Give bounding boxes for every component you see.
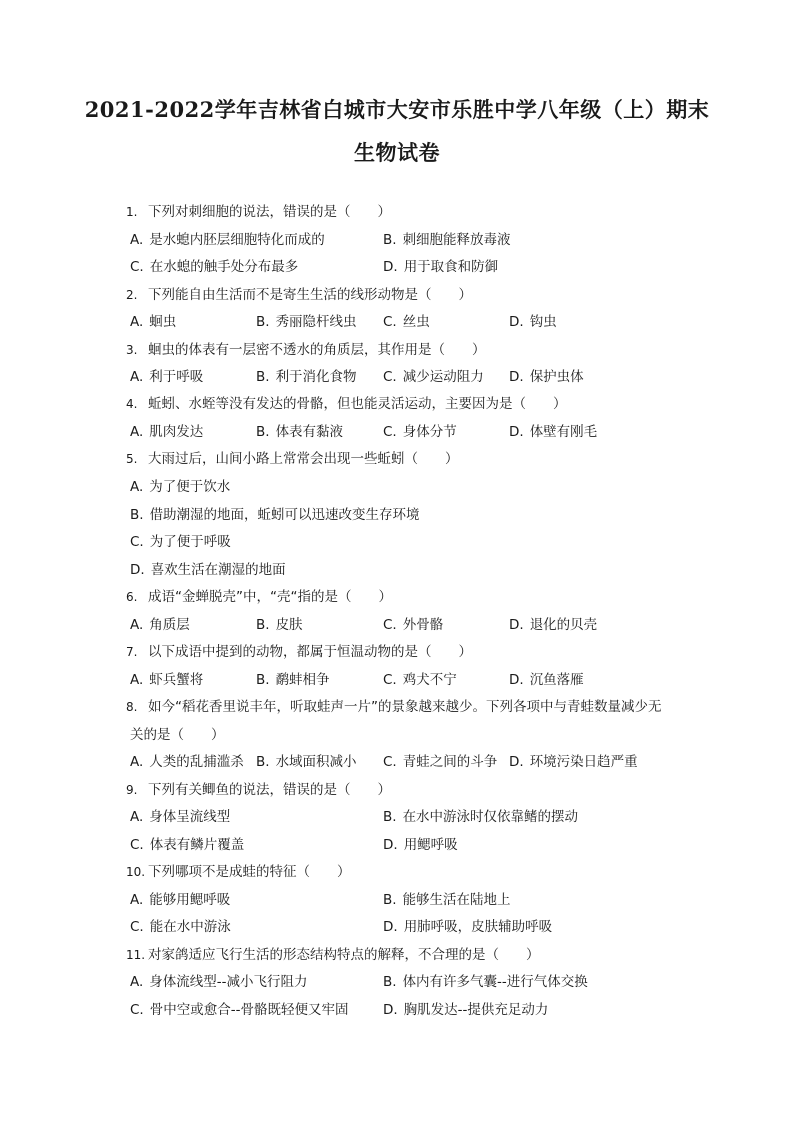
question-5-option-d[interactable]: D. 喜欢生活在潮湿的地面 bbox=[130, 562, 286, 578]
exam-title-line2: 生物试卷 bbox=[354, 140, 440, 165]
question-10-option-a[interactable]: A. 能够用鳃呼吸 bbox=[130, 892, 231, 908]
question-number: 7. bbox=[126, 645, 138, 659]
question-11-stem bbox=[126, 944, 540, 966]
question-3-stem bbox=[126, 339, 486, 361]
question-text: 蛔虫的体表有一层密不透水的角质层，其作用是（ ） bbox=[148, 342, 486, 358]
question-7-stem bbox=[126, 641, 472, 663]
question-2-option-b[interactable]: B. 秀丽隐杆线虫 bbox=[256, 314, 357, 330]
question-8-stem-continued: 关的是（ ） bbox=[130, 727, 225, 743]
question-6-stem bbox=[126, 586, 392, 608]
question-text: 下列哪项不是成蛙的特征（ ） bbox=[148, 864, 351, 880]
question-4-option-a[interactable]: A. 肌肉发达 bbox=[130, 424, 204, 440]
question-11-option-b[interactable]: B. 体内有许多气囊--进行气体交换 bbox=[383, 974, 588, 990]
question-number: 5. bbox=[126, 452, 138, 466]
question-number: 2. bbox=[126, 288, 138, 302]
question-5-option-a[interactable]: A. 为了便于饮水 bbox=[130, 479, 231, 495]
question-number: 4. bbox=[126, 397, 138, 411]
question-7-option-d[interactable]: D. 沉鱼落雁 bbox=[509, 672, 584, 688]
question-9-option-d[interactable]: D. 用鳃呼吸 bbox=[383, 837, 458, 853]
question-7-option-c[interactable]: C. 鸡犬不宁 bbox=[383, 672, 457, 688]
question-7-option-a[interactable]: A. 虾兵蟹将 bbox=[130, 672, 204, 688]
question-8-option-a[interactable]: A. 人类的乱捕滥杀 bbox=[130, 754, 244, 770]
question-9-option-c[interactable]: C. 体表有鳞片覆盖 bbox=[130, 837, 245, 853]
question-4-option-c[interactable]: C. 身体分节 bbox=[383, 424, 457, 440]
question-text: 蚯蚓、水蛭等没有发达的骨骼，但也能灵活运动，主要因为是（ ） bbox=[148, 396, 567, 412]
question-7-option-b[interactable]: B. 鹬蚌相争 bbox=[256, 672, 330, 688]
question-5-option-c[interactable]: C. 为了便于呼吸 bbox=[130, 534, 231, 550]
question-text: 下列能自由生活而不是寄生生活的线形动物是（ ） bbox=[148, 287, 472, 303]
question-9-stem bbox=[126, 779, 391, 801]
question-10-option-c[interactable]: C. 能在水中游泳 bbox=[130, 919, 231, 935]
question-10-option-d[interactable]: D. 用肺呼吸，皮肤辅助呼吸 bbox=[383, 919, 553, 935]
question-1-option-c[interactable]: C. 在水螅的触手处分布最多 bbox=[130, 259, 299, 275]
question-3-option-a[interactable]: A. 利于呼吸 bbox=[130, 369, 204, 385]
question-11-option-a[interactable]: A. 身体流线型--减小飞行阻力 bbox=[130, 974, 308, 990]
question-5-option-b[interactable]: B. 借助潮湿的地面，蚯蚓可以迅速改变生存环境 bbox=[130, 507, 420, 523]
question-text: 下列有关鲫鱼的说法，错误的是（ ） bbox=[148, 782, 391, 798]
question-8-option-d[interactable]: D. 环境污染日趋严重 bbox=[509, 754, 638, 770]
question-2-stem bbox=[126, 284, 472, 306]
question-2-option-c[interactable]: C. 丝虫 bbox=[383, 314, 430, 330]
question-2-option-a[interactable]: A. 蛔虫 bbox=[130, 314, 177, 330]
question-9-option-b[interactable]: B. 在水中游泳时仅依靠鳍的摆动 bbox=[383, 809, 579, 825]
question-text: 大雨过后，山间小路上常常会出现一些蚯蚓（ ） bbox=[148, 451, 459, 467]
question-text: 成语“金蝉脱壳”中，“壳“指的是（ ） bbox=[148, 589, 392, 605]
question-4-option-b[interactable]: B. 体表有黏液 bbox=[256, 424, 344, 440]
question-text: 下列对刺细胞的说法，错误的是（ ） bbox=[148, 204, 391, 220]
question-3-option-b[interactable]: B. 利于消化食物 bbox=[256, 369, 357, 385]
question-number: 9. bbox=[126, 783, 138, 797]
question-2-option-d[interactable]: D. 钩虫 bbox=[509, 314, 557, 330]
question-1-option-a[interactable]: A. 是水螅内胚层细胞特化而成的 bbox=[130, 232, 325, 248]
question-11-option-c[interactable]: C. 骨中空或愈合--骨骼既轻便又牢固 bbox=[130, 1002, 349, 1018]
question-text: 对家鸽适应飞行生活的形态结构特点的解释，不合理的是（ ） bbox=[148, 947, 540, 963]
question-1-option-d[interactable]: D. 用于取食和防御 bbox=[383, 259, 499, 275]
question-8-option-c[interactable]: C. 青蛙之间的斗争 bbox=[383, 754, 498, 770]
question-number: 3. bbox=[126, 343, 138, 357]
question-6-option-a[interactable]: A. 角质层 bbox=[130, 617, 190, 633]
question-11-option-d[interactable]: D. 胸肌发达--提供充足动力 bbox=[383, 1002, 549, 1018]
question-3-option-c[interactable]: C. 减少运动阻力 bbox=[383, 369, 484, 385]
question-5-stem bbox=[126, 448, 459, 470]
question-1-stem bbox=[126, 201, 391, 223]
question-3-option-d[interactable]: D. 保护虫体 bbox=[509, 369, 584, 385]
question-6-option-c[interactable]: C. 外骨骼 bbox=[383, 617, 444, 633]
question-6-option-b[interactable]: B. 皮肤 bbox=[256, 617, 303, 633]
question-10-stem bbox=[126, 861, 351, 883]
question-number: 1. bbox=[126, 205, 138, 219]
question-8-option-b[interactable]: B. 水域面积减小 bbox=[256, 754, 357, 770]
question-8-stem bbox=[126, 696, 662, 718]
question-4-stem bbox=[126, 393, 567, 415]
question-9-option-a[interactable]: A. 身体呈流线型 bbox=[130, 809, 231, 825]
question-10-option-b[interactable]: B. 能够生活在陆地上 bbox=[383, 892, 511, 908]
question-number: 10. bbox=[126, 865, 146, 879]
question-number: 8. bbox=[126, 700, 138, 714]
exam-title-line1: 2021-2022学年吉林省白城市大安市乐胜中学八年级（上）期末 bbox=[84, 97, 710, 122]
question-number: 6. bbox=[126, 590, 138, 604]
question-text: 以下成语中提到的动物，都属于恒温动物的是（ ） bbox=[148, 644, 472, 660]
question-number: 11. bbox=[126, 948, 146, 962]
question-4-option-d[interactable]: D. 体壁有刚毛 bbox=[509, 424, 598, 440]
question-text: 如今“稻花香里说丰年，听取蛙声一片”的景象越来越少。下列各项中与青蛙数量减少无 bbox=[148, 699, 662, 715]
question-1-option-b[interactable]: B. 刺细胞能释放毒液 bbox=[383, 232, 511, 248]
question-6-option-d[interactable]: D. 退化的贝壳 bbox=[509, 617, 598, 633]
